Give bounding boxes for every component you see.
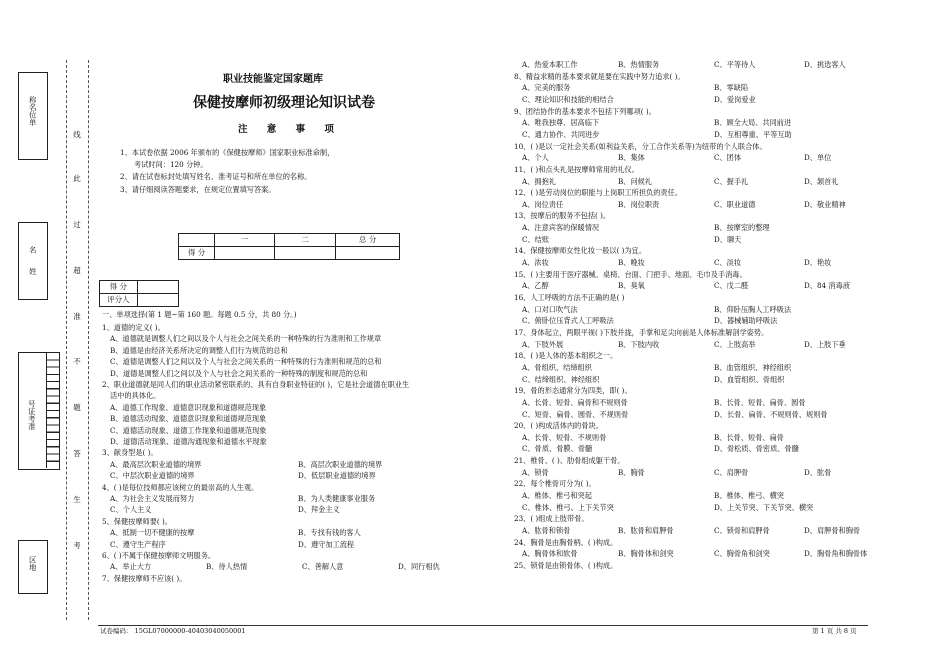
left-line-1: A、道德就是调整人们之间以及个人与社会之间关系的一种特殊的行为准则和工作规章 — [110, 334, 382, 344]
left_q4-stem: 4、( )是每位技师都应该树立的最崇高的人生观。 — [102, 482, 259, 492]
right-opt-33-2: D、骨松质、骨密质、骨髓 — [714, 444, 799, 454]
right-opt-24-3: D、上肢下垂 — [804, 339, 846, 349]
right-opt-38-0: C、椎体、椎弓、上下关节突 — [522, 502, 614, 512]
unit-text: 称名位单 — [28, 96, 38, 126]
left_q6-stem: 6、( )不属于保健按摩师文明服务。 — [102, 551, 216, 560]
cut-word-1: 此 — [73, 174, 81, 183]
right-opt-12-1: B、岗位职责 — [618, 199, 660, 209]
left-line-6: 活中的具体化。 — [110, 391, 161, 401]
right-opt-24-2: C、上肢高举 — [714, 339, 756, 349]
grader-score-label: 得 分 — [100, 281, 138, 294]
left-q7-stem: 7、保健按摩师不应该( )。 — [102, 573, 187, 583]
cut-word-6: 题 — [73, 403, 81, 412]
right-opt-3-2: D、爱岗爱业 — [714, 94, 756, 104]
score-cell-total[interactable] — [336, 247, 400, 260]
right-opt-8-0: A、个人 — [522, 153, 549, 163]
region-label — [27, 556, 37, 574]
right-opt-24-0: A、下肢外展 — [522, 339, 564, 349]
cut-word-7: 答 — [73, 449, 81, 458]
left_q4-opt-0: A、为社会主义发展而努力 — [110, 494, 195, 503]
right-stem-28: 19、骨的形态通常分为四类，即( )。 — [514, 386, 632, 396]
cut-word-9: 考 — [73, 541, 81, 550]
right-opt-17-3: D、艳妆 — [804, 258, 832, 268]
right-opt-38-2: D、上关节突、下关节突、横突 — [714, 502, 814, 512]
left_q4-opt-3: D、拜金主义 — [298, 505, 340, 515]
ticket-label — [26, 400, 36, 433]
right-opt-35-3: D、肱骨 — [804, 467, 832, 477]
right-opt-12-2: C、职业道德 — [714, 199, 756, 209]
notice-1: 1、本试卷依据 2006 年颁布的《保健按摩师》国家职业标准命制， — [120, 148, 335, 157]
footer-page: 第 1 页 共 8 页 — [812, 627, 857, 635]
cut-word-0: 线 — [73, 130, 81, 139]
unit-label — [27, 96, 37, 129]
right-stem-36: 22、每个椎骨可分为( )。 — [514, 479, 596, 489]
score-col-2: 二 — [274, 234, 336, 247]
right-stem-39: 23、( )组成上肢带骨。 — [514, 514, 589, 524]
cut-line-outer — [66, 60, 67, 620]
right-opt-22-2: D、器械辅助呼吸法 — [714, 316, 778, 326]
right-opt-32-0: A、长骨、短骨、不规则骨 — [522, 432, 607, 442]
right-opt-42-3: D、胸骨角和胸骨体 — [804, 549, 868, 559]
right-opt-0-1: B、热情服务 — [618, 60, 660, 69]
right-opt-40-2: C、锁骨和肩胛骨 — [714, 526, 770, 535]
right-opt-14-2: B、按摩室的整理 — [714, 223, 770, 233]
score-cell-2[interactable] — [274, 247, 336, 260]
right-stem-23: 17、身体起立，两眼平视( )下肢并拢，手掌和足尖向前是人体标准解剖学姿势。 — [514, 327, 769, 337]
right-opt-29-2: B、长骨、短骨、扁骨、圆骨 — [714, 397, 806, 407]
right-stem-4: 9、团结协作的基本要求不包括下列哪项( )。 — [514, 106, 656, 116]
right-opt-14-0: A、注意宾客的保暖情况 — [522, 223, 600, 233]
right-opt-15-0: C、结账 — [522, 234, 550, 244]
left_q6-opt-1: B、待人热情 — [206, 562, 248, 572]
right-opt-10-0: A、拥抱礼 — [522, 176, 556, 186]
cut-word-5: 不 — [73, 357, 81, 366]
ticket-number-grid — [46, 352, 59, 468]
right-stem-43: 25、锁骨是由锁骨体、( )构成。 — [514, 560, 618, 570]
cut-word-4: 准 — [73, 312, 81, 321]
right-opt-37-0: A、椎体、椎弓和突起 — [522, 491, 592, 501]
left_q3-opt-3: D、低层职业道德的境界 — [298, 471, 376, 481]
grader-name-cell[interactable] — [137, 294, 178, 307]
right-opt-19-1: B、臭氧 — [618, 281, 645, 291]
right-opt-22-0: C、俯卧位压背式人工呼吸法 — [522, 316, 614, 326]
right-opt-35-2: C、肩胛骨 — [714, 467, 749, 477]
exam-bank-title: 职业技能鉴定国家题库 — [223, 74, 323, 85]
right-stem-11: 12、( )是劳动岗位的职能与上岗职工所担负的责任。 — [514, 188, 682, 198]
right-opt-6-2: D、互相尊重、平等互助 — [714, 129, 792, 139]
right-opt-26-2: B、血管组织、神经组织 — [714, 362, 792, 372]
right-opt-40-0: A、肱骨和锁骨 — [522, 526, 571, 535]
right-opt-40-1: B、肱骨和肩胛骨 — [618, 526, 674, 535]
right-opt-17-2: C、淡妆 — [714, 258, 742, 268]
left-line-3: C、道德是调整人们之间以及个人与社会之间关系的一种特殊的行为准则和规范的总和 — [110, 357, 382, 367]
right-stem-16: 14、保健按摩师女性化妆一般以( )为宜。 — [514, 246, 647, 256]
right-opt-10-2: C、握手礼 — [714, 176, 749, 186]
right-opt-10-1: B、问候礼 — [618, 176, 653, 186]
right-stem-25: 18、( )是人体的基本组织之一。 — [514, 351, 618, 361]
right-opt-15-2: D、聊天 — [714, 234, 742, 244]
left_q4-opt-2: C、个人主义 — [110, 505, 152, 515]
right-opt-42-0: A、胸骨体和软骨 — [522, 549, 578, 559]
left-line-0: 1、道德的定义( )。 — [102, 323, 165, 332]
footer-code: 试卷编码： 15GL07000000-40403040050001 — [100, 627, 246, 635]
right-opt-19-3: D、84 消毒液 — [804, 281, 850, 291]
left_q3-opt-0: A、最高层次职业道德的境界 — [110, 459, 202, 469]
grader-table — [99, 280, 179, 307]
notice-1b: 考试时间：120 分钟。 — [134, 160, 208, 169]
right-opt-29-0: A、长骨、短骨、扁骨和不规则骨 — [522, 397, 628, 407]
region-text: 区地 — [28, 556, 38, 571]
right-opt-26-0: A、骨组织、结缔组织 — [522, 362, 592, 372]
right-opt-27-0: C、结缔组织、神经组织 — [522, 374, 600, 384]
left_q5-opt-1: B、专找有钱的客人 — [298, 528, 361, 538]
right-stem-1: 8、精益求精的基本要求就是要在实践中努力追求( )。 — [514, 71, 685, 81]
right-opt-5-2: B、顾全大局、共同前进 — [714, 118, 792, 128]
score-table — [178, 233, 400, 260]
right-opt-8-1: B、集体 — [618, 153, 645, 163]
right-opt-8-3: D、单位 — [804, 153, 832, 163]
grader-score-cell[interactable] — [137, 281, 178, 294]
right-stem-18: 15、( )主要用于医疗器械、桌椅、台面、门把手、地面、毛巾及手消毒。 — [514, 269, 747, 279]
notice-2: 2、请在试卷标封处填写姓名、准考证号和所在单位的名称。 — [120, 172, 312, 181]
right-opt-6-0: C、通力协作、共同进步 — [522, 129, 600, 139]
left-line-7: A、道德工作现象、道德意识现象和道德规范现象 — [110, 402, 267, 412]
right-opt-17-1: B、晚妆 — [618, 258, 645, 268]
right-opt-19-2: C、戊二醛 — [714, 281, 749, 291]
right-opt-32-2: B、长骨、短骨、扁骨 — [714, 432, 784, 442]
right-opt-21-0: A、口对口吹气法 — [522, 304, 578, 314]
right-stem-34: 21、椎骨、( )、肋骨组成躯干骨。 — [514, 456, 625, 466]
left_q5-opt-2: C、遵守生产程序 — [110, 539, 166, 549]
right-stem-13: 13、按摩后的服务不包括( )。 — [514, 211, 611, 221]
right-opt-35-1: B、胸骨 — [618, 467, 645, 477]
name-text: 名姓 — [28, 246, 38, 289]
right-stem-41: 24、胸骨是由胸骨柄、( )构成。 — [514, 537, 618, 547]
right-opt-2-0: A、完美的服务 — [522, 83, 571, 93]
cut-word-3: 超 — [73, 266, 81, 275]
right-stem-31: 20、( )构成活体内的骨块。 — [514, 421, 603, 431]
footer-rule — [98, 625, 868, 626]
left_q5-opt-0: A、抵制一切不健康的按摩 — [110, 528, 195, 538]
left-line-10: D、道德活动现象、道德沟通现象和道德水平现象 — [110, 437, 267, 446]
left_q6-opt-0: A、举止大方 — [110, 562, 152, 572]
right-opt-33-0: C、骨质、骨膜、骨髓 — [522, 444, 593, 454]
cut-word-8: 生 — [73, 495, 81, 504]
left-line-9: C、道德活动现象、道德工作现象和道德规范现象 — [110, 425, 267, 435]
left_q4-opt-1: B、为人类健康事业服务 — [298, 494, 376, 503]
left-line-5: 2、职业道德就是同人们的职业活动紧密联系的、具有自身职业特征的( )，它是社会道德在职业生 — [102, 380, 410, 389]
right-opt-8-2: C、团体 — [714, 153, 742, 163]
right-opt-12-0: A、岗位责任 — [522, 199, 564, 209]
right-opt-0-0: A、热爱本职工作 — [522, 60, 578, 69]
right-opt-17-0: A、浓妆 — [522, 258, 549, 268]
score-col-total: 总 分 — [336, 234, 400, 247]
cut-word-2: 过 — [73, 220, 81, 229]
score-col-1: 一 — [215, 234, 275, 247]
right-opt-30-2: D、长骨、扁骨、不规则骨、规则骨 — [714, 409, 828, 419]
left_q6-opt-2: C、善解人意 — [302, 562, 344, 572]
left-line-4: D、道德是调整人们之间以及个人与社会之间关系的一种特殊的制度和规范的总和 — [110, 368, 368, 378]
grader-name-label: 评分人 — [100, 294, 138, 307]
right-opt-42-2: C、胸骨角和剑突 — [714, 549, 770, 559]
right-opt-19-0: A、乙醇 — [522, 281, 549, 291]
right-stem-7: 10、( )是以一定社会关系(如利益关系，分工合作关系等)为纽带的个人联合体。 — [514, 141, 767, 151]
left_q3-opt-2: C、中层次职业道德的境界 — [110, 471, 195, 481]
right-opt-37-2: B、椎体、椎弓、横突 — [714, 491, 784, 501]
right-opt-40-3: D、肩胛骨和胸骨 — [804, 526, 861, 535]
left-line-2: B、道德是由经济关系所决定的调整人们行为规范的总和 — [110, 345, 288, 355]
right-opt-35-0: A、锁骨 — [522, 467, 549, 477]
right-opt-10-3: D、颔首礼 — [804, 176, 839, 186]
right-opt-12-3: D、敬业精神 — [804, 199, 846, 209]
right-stem-9: 11、( )和点头礼是按摩师常用的礼仪。 — [514, 164, 639, 174]
right-opt-2-2: B、零缺陷 — [714, 83, 749, 93]
section-title: 一、单项选择(第 1 题~第 160 题。每题 0.5 分，共 80 分。) — [102, 310, 297, 319]
right-opt-21-2: B、仰卧压胸人工呼吸法 — [714, 304, 792, 314]
left_q6-opt-3: D、同行相仇 — [398, 562, 440, 572]
score-row-label: 得 分 — [179, 247, 215, 260]
right-opt-3-0: C、理论知识和技能的相结合 — [522, 94, 614, 104]
right-opt-27-2: D、血管组织、骨组织 — [714, 374, 785, 384]
right-opt-5-0: A、唯我独尊、居高临下 — [522, 118, 600, 128]
left_q5-stem: 5、保健按摩师要( )。 — [102, 516, 172, 526]
exam-title: 保健按摩师初级理论知识试卷 — [193, 95, 375, 111]
left_q3-stem: 3、献身型是( )。 — [102, 448, 158, 458]
right-opt-0-2: C、平等待人 — [714, 60, 756, 69]
notice-3: 3、请仔细阅读答题要求，在规定位置填写答案。 — [120, 185, 276, 194]
right-opt-42-1: B、胸骨体和剑突 — [618, 549, 674, 559]
ticket-text: 号证考准 — [27, 400, 37, 430]
cut-line-inner — [88, 60, 89, 620]
left-line-8: B、道德活动现象、道德意识现象和道德规范现象 — [110, 414, 267, 424]
score-cell-1[interactable] — [215, 247, 275, 260]
right-stem-20: 16、人工呼吸的方法不正确的是( ) — [514, 293, 625, 302]
right-opt-30-0: C、短骨、扁骨、圆骨、不规则骨 — [522, 409, 629, 419]
name-label — [27, 246, 37, 292]
notice-title: 注 意 事 项 — [238, 124, 342, 135]
left_q3-opt-1: B、高层次职业道德的境界 — [298, 459, 383, 469]
left_q5-opt-3: D、遵守加工流程 — [298, 539, 355, 549]
right-opt-0-3: D、挑选客人 — [804, 60, 846, 69]
right-opt-24-1: B、下肢内收 — [618, 339, 660, 349]
